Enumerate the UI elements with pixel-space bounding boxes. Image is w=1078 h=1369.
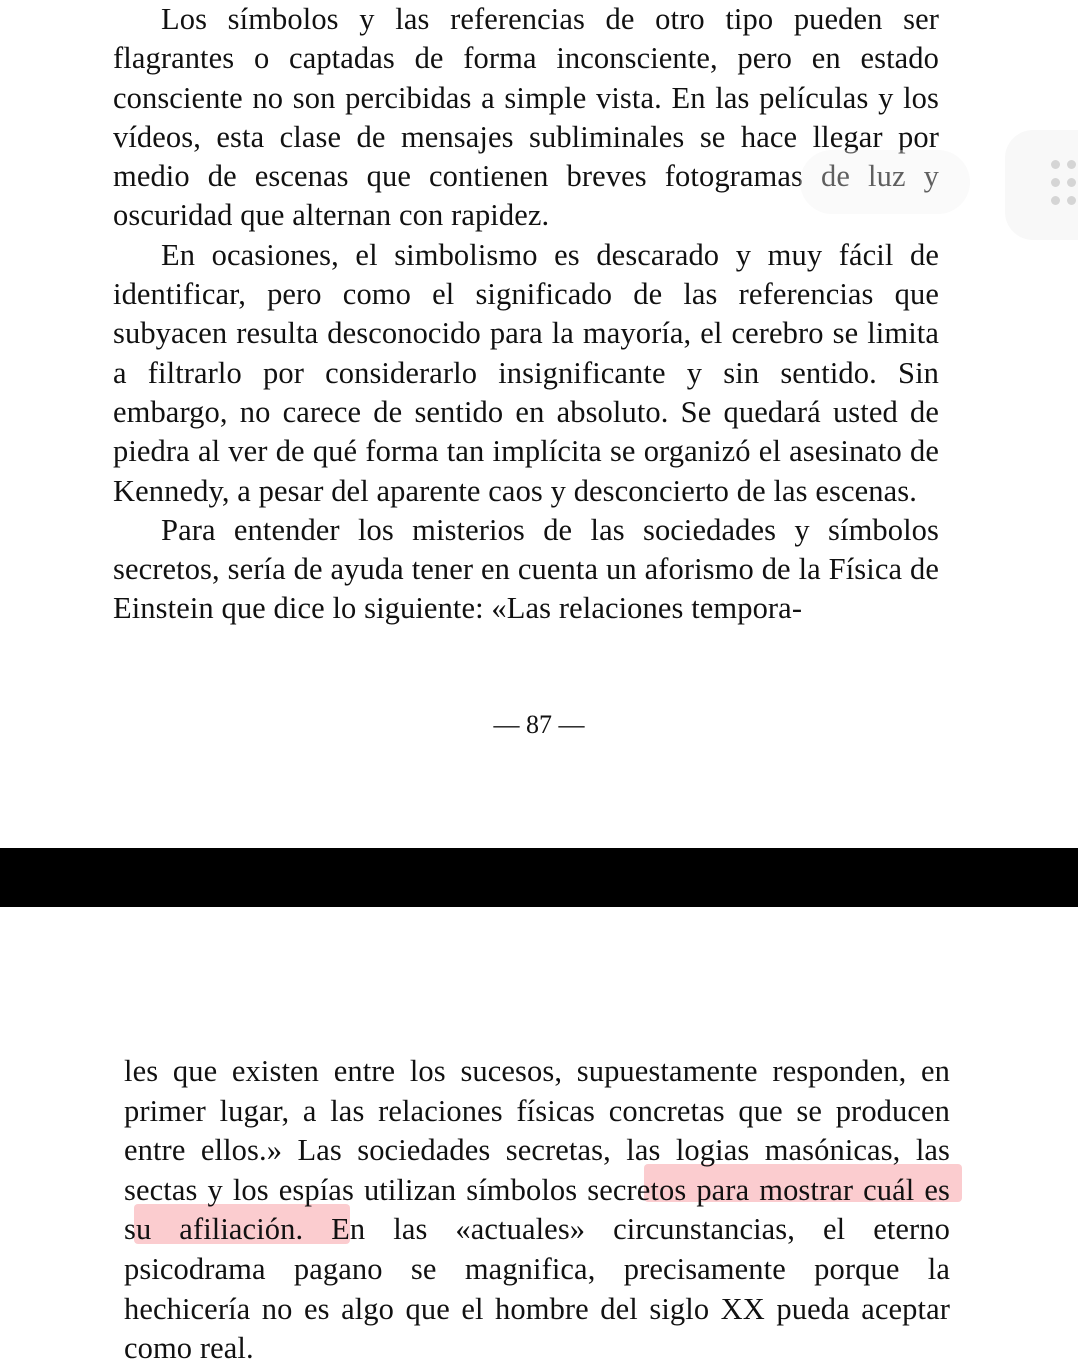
page-counter-overlay	[800, 150, 970, 214]
drag-handle[interactable]	[1005, 130, 1078, 240]
text-before-highlight: les que existen entre los sucesos, supuestamente responden, en primer lugar, a las relaciones físicas concretas que se producen entre ellos.» Las sociedades secretas, las logias masónicas, las sectas y los espías utilizan símbolos sec	[124, 1054, 950, 1207]
text-after-highlight: n las «actuales» circunstancias, el eterno psicodrama pagano se magnifica, precisamente porque la hechicería no es algo que el hombre del siglo XX pueda aceptar como real.	[124, 1212, 950, 1366]
grip-dot-icon	[1051, 160, 1060, 169]
grip-dot-icon	[1051, 196, 1060, 205]
page-number: — 87 —	[493, 710, 585, 739]
paragraph-symbolism: En ocasiones, el simbolismo es descarado y muy fácil de identificar, pero como el significado de las referencias que subyacen resulta desconocido para la mayoría, el cerebro se limita a filtrarlo por considerarlo insignificante y sin sentido. Sin embargo, no carece de sentido en absoluto. Se quedará usted de piedra al ver de qué forma tan implícita se organizó el asesinato de Kennedy, a pesar del aparente caos y desconcierto de las escenas.	[113, 237, 939, 508]
paragraph-secret-societies	[124, 1052, 950, 1369]
page-separator-band	[0, 848, 1078, 907]
grip-dot-icon	[1067, 178, 1076, 187]
paragraph-subliminal-messages: Los símbolos y las referencias de otro tipo pueden ser flagrantes o captadas de forma inconsciente, pero en estado consciente no son percibidas a simple vista. En las películas y los vídeos, esta clase de mensajes subliminales se hace llegar por medio de escenas que contienen breves fotogramas de luz y oscuridad que alternan con rapidez.	[113, 2, 939, 233]
grip-dot-icon	[1067, 196, 1076, 205]
page-88-text	[124, 1052, 950, 1369]
page-87-text	[113, 0, 939, 629]
paragraph-einstein-aphorism: Para entender los misterios de las sociedades y símbolos secretos, sería de ayuda tener en cuenta un aforismo de la Física de Einstein que dice lo siguiente: «Las relaciones tempora-	[113, 512, 939, 626]
grip-dot-icon	[1051, 178, 1060, 187]
highlighted-text: retos para mostrar cuál es su afiliación. E	[124, 1172, 950, 1247]
grip-dot-icon	[1067, 160, 1076, 169]
